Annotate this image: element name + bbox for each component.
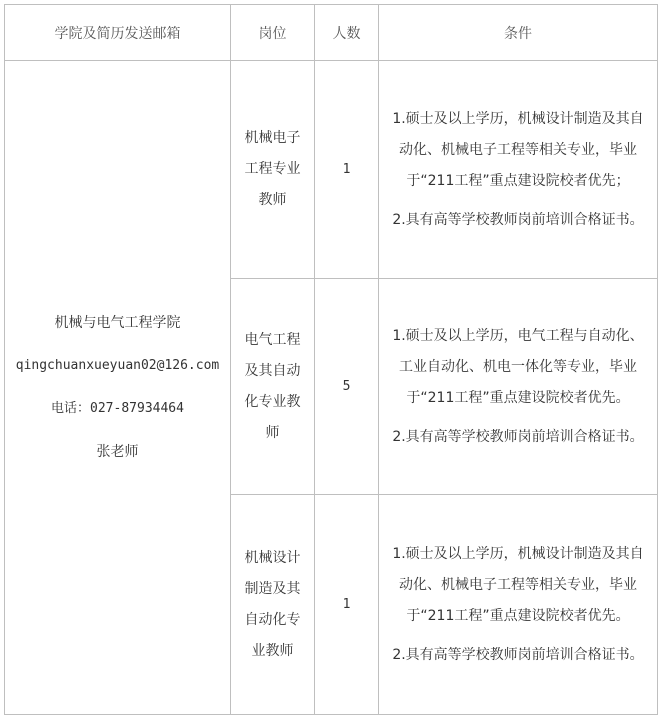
condition-1: 1.硕士及以上学历，机械设计制造及其自动化、机械电子工程等相关专业，毕业于“211工程”重点建设院校者优先。 bbox=[392, 545, 644, 624]
position-cell: 机械电子工程专业教师 bbox=[231, 61, 315, 279]
condition-2: 2.具有高等学校教师岗前培训合格证书。 bbox=[392, 428, 644, 445]
count-cell: 5 bbox=[315, 279, 379, 495]
condition-1: 1.硕士及以上学历，机械设计制造及其自动化、机械电子工程等相关专业，毕业于“211工程”重点建设院校者优先； bbox=[392, 110, 644, 189]
table-row bbox=[5, 61, 658, 279]
position-cell: 电气工程及其自动化专业教师 bbox=[231, 279, 315, 495]
condition-2: 2.具有高等学校教师岗前培训合格证书。 bbox=[392, 211, 644, 228]
header-conditions: 条件 bbox=[379, 5, 658, 61]
condition-1: 1.硕士及以上学历，电气工程与自动化、工业自动化、机电一体化等专业，毕业于“211工程”重点建设院校者优先。 bbox=[392, 327, 644, 406]
position-cell: 机械设计制造及其自动化专业教师 bbox=[231, 495, 315, 715]
college-phone: 电话：027-87934464 bbox=[51, 401, 184, 416]
header-row bbox=[5, 5, 658, 61]
conditions-cell bbox=[379, 495, 658, 715]
header-position: 岗位 bbox=[231, 5, 315, 61]
header-college: 学院及简历发送邮箱 bbox=[5, 5, 231, 61]
conditions-cell bbox=[379, 279, 658, 495]
college-contact: 张老师 bbox=[96, 444, 139, 460]
college-name: 机械与电气工程学院 bbox=[54, 315, 181, 331]
conditions-cell bbox=[379, 61, 658, 279]
count-cell: 1 bbox=[315, 61, 379, 279]
header-count: 人数 bbox=[315, 5, 379, 61]
condition-2: 2.具有高等学校教师岗前培训合格证书。 bbox=[392, 646, 644, 663]
count-cell: 1 bbox=[315, 495, 379, 715]
recruitment-table bbox=[4, 4, 658, 715]
college-cell bbox=[5, 61, 231, 715]
college-email: qingchuanxueyuan02@126.com bbox=[15, 358, 220, 373]
